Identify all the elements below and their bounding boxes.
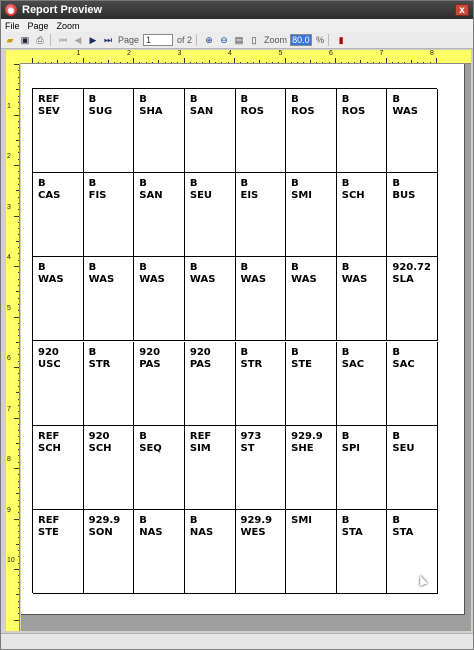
call-number-line: 929.9 — [240, 514, 273, 526]
call-number-line: 920 — [189, 346, 211, 358]
status-bar — [1, 633, 473, 649]
label-cell — [185, 257, 236, 341]
call-number-line: 920.72 — [392, 262, 431, 274]
call-number-line: B — [189, 514, 198, 526]
label-cell — [134, 89, 185, 173]
call-number-line: B — [341, 430, 350, 442]
zoom-in-icon[interactable]: ⊕ — [205, 34, 213, 45]
ruler-tick — [18, 304, 20, 305]
label-cell — [387, 342, 438, 426]
ruler-tick — [18, 234, 20, 235]
toolbar-separator — [50, 34, 51, 46]
call-number-line: B — [139, 262, 147, 274]
ruler-tick — [14, 115, 20, 116]
menu-page[interactable]: Page — [27, 20, 49, 31]
ruler-tick — [14, 418, 20, 419]
label-cell — [185, 342, 236, 426]
call-number-line: B — [291, 346, 299, 358]
menu-bar — [1, 19, 473, 32]
ruler-tick — [16, 443, 20, 444]
ruler-tick — [18, 121, 20, 122]
call-number-line: 920 — [139, 346, 161, 358]
ruler-tick — [16, 291, 20, 292]
ruler-corner — [6, 50, 20, 64]
exit-icon[interactable]: ▮ — [338, 34, 344, 45]
ruler-number: 6 — [329, 50, 333, 57]
author-code-line: WAS — [88, 274, 115, 286]
toolbar-separator — [196, 34, 197, 46]
ruler-tick — [16, 544, 20, 545]
label-cell — [387, 173, 438, 257]
ruler-number: 1 — [7, 102, 11, 110]
label-cell — [84, 89, 135, 173]
ruler-tick — [18, 279, 20, 280]
author-code-line: NAS — [139, 526, 163, 538]
ruler-tick — [18, 171, 20, 172]
ruler-tick — [18, 361, 20, 362]
ruler-tick — [18, 96, 20, 97]
author-code-line: STE — [38, 526, 59, 538]
label-cell — [84, 510, 135, 594]
author-code-line: SAN — [189, 106, 214, 117]
ruler-tick — [18, 133, 20, 134]
label-cell — [286, 173, 337, 257]
first-page-icon[interactable]: ⏮ — [58, 34, 68, 45]
ruler-tick — [18, 159, 20, 160]
author-code-line: WAS — [240, 274, 267, 286]
ruler-tick — [18, 550, 20, 551]
ruler-tick — [18, 209, 20, 210]
label-cell — [337, 89, 388, 173]
ruler-tick — [14, 216, 20, 217]
call-number-line: REF — [189, 430, 212, 442]
label-cell — [236, 510, 287, 594]
label-cell — [185, 89, 236, 173]
ruler-number: 9 — [7, 506, 11, 514]
author-code-line: STA — [341, 526, 363, 538]
ruler-tick — [18, 298, 20, 299]
label-cell — [185, 173, 236, 257]
ruler-tick — [18, 70, 20, 71]
ruler-tick — [18, 474, 20, 475]
call-number-line: B — [240, 262, 249, 274]
ruler-number: 4 — [228, 50, 232, 57]
label-cell — [84, 426, 135, 510]
call-number-line: REF — [38, 514, 60, 526]
author-code-line: SEU — [189, 190, 213, 202]
percent-label: % — [316, 35, 325, 45]
author-code-line: SCH — [38, 442, 61, 454]
label-cell — [134, 510, 185, 594]
author-code-line: STA — [392, 526, 414, 538]
call-number-line: B — [392, 514, 400, 526]
label-cell — [84, 257, 135, 341]
call-number-line: B — [139, 514, 147, 526]
ruler-tick — [18, 108, 20, 109]
label-cell — [286, 426, 337, 510]
ruler-tick — [18, 481, 20, 482]
author-code-line: CAS — [38, 190, 61, 202]
ruler-tick — [18, 184, 20, 185]
author-code-line: FIS — [88, 190, 107, 202]
ruler-number: 7 — [7, 405, 11, 413]
label-cell — [236, 173, 287, 257]
author-code-line: SEV — [38, 106, 60, 117]
ruler-tick — [18, 613, 20, 614]
label-cell — [337, 257, 388, 341]
ruler-tick — [18, 601, 20, 602]
menu-file[interactable]: File — [5, 20, 20, 31]
call-number-line: B — [189, 262, 198, 274]
call-number-line: B — [38, 262, 46, 274]
author-code-line: WAS — [341, 274, 368, 286]
ruler-tick — [18, 405, 20, 406]
preview-viewport[interactable] — [21, 64, 471, 631]
ruler-tick — [16, 241, 20, 242]
author-code-line: STE — [291, 358, 312, 370]
author-code-line: WAS — [392, 106, 418, 117]
ruler-tick — [18, 506, 20, 507]
label-cell — [134, 342, 185, 426]
label-cell — [33, 510, 84, 594]
last-page-icon[interactable]: ⏭ — [103, 34, 113, 45]
label-cell — [134, 426, 185, 510]
author-code-line: STR — [240, 358, 263, 370]
label-cell — [134, 173, 185, 257]
open-folder-icon[interactable]: ▰ — [6, 34, 14, 45]
ruler-tick — [18, 310, 20, 311]
ruler-tick — [14, 64, 20, 65]
call-number-line: B — [139, 178, 147, 190]
author-code-line: SEU — [392, 442, 415, 454]
label-cell — [286, 89, 337, 173]
author-code-line: SMI — [291, 190, 312, 202]
title-bar — [1, 1, 473, 19]
ruler-number: 5 — [7, 304, 11, 312]
ruler-tick — [18, 563, 20, 564]
call-number-line: B — [341, 178, 350, 190]
ruler-tick — [18, 512, 20, 513]
ruler-tick — [18, 335, 20, 336]
call-number-line: B — [392, 94, 400, 105]
call-number-line: B — [139, 430, 147, 442]
author-code-line: BUS — [392, 190, 416, 202]
author-code-line: SEQ — [139, 442, 162, 454]
ruler-tick — [18, 348, 20, 349]
ruler-tick — [14, 620, 20, 621]
report-page — [21, 64, 465, 615]
ruler-number: 1 — [76, 50, 81, 57]
call-number-line: 920 — [38, 346, 59, 358]
ruler-number: 3 — [7, 203, 11, 211]
ruler-number: 2 — [7, 153, 11, 160]
call-number-line: 973 — [240, 430, 262, 442]
ruler-tick — [18, 272, 20, 273]
ruler-tick — [18, 399, 20, 400]
call-number-line: B — [139, 94, 147, 105]
ruler-tick — [18, 127, 20, 128]
ruler-tick — [18, 178, 20, 179]
ruler-tick — [18, 556, 20, 557]
ruler-tick — [16, 392, 20, 393]
ruler-tick — [18, 222, 20, 223]
ruler-tick — [18, 386, 20, 387]
label-cell — [236, 89, 287, 173]
ruler-tick — [18, 487, 20, 488]
ruler-tick — [18, 411, 20, 412]
menu-zoom[interactable]: Zoom — [56, 20, 80, 31]
ruler-tick — [18, 260, 20, 261]
ruler-tick — [18, 83, 20, 84]
author-code-line: ROS — [240, 106, 264, 117]
call-number-line: SMI — [291, 514, 312, 526]
ruler-tick — [18, 525, 20, 526]
label-cell — [134, 257, 185, 341]
label-cell — [236, 342, 287, 426]
vertical-ruler — [6, 64, 20, 631]
call-number-line: REF — [38, 94, 60, 105]
label-cell — [387, 426, 438, 510]
ruler-number: 3 — [177, 50, 182, 57]
previous-page-icon[interactable]: ◀ — [74, 34, 82, 45]
call-number-line: B — [88, 178, 97, 190]
author-code-line: WAS — [291, 274, 317, 286]
author-code-line: PAS — [189, 358, 212, 370]
ruler-tick — [18, 152, 20, 153]
ruler-tick — [18, 607, 20, 608]
ruler-number: 6 — [7, 355, 11, 362]
ruler-tick — [18, 197, 20, 198]
call-number-line: B — [189, 94, 198, 105]
call-number-line: B — [38, 178, 46, 190]
label-cell — [33, 173, 84, 257]
label-cell — [33, 342, 84, 426]
author-code-line: SON — [88, 526, 113, 538]
ruler-tick — [18, 146, 20, 147]
ruler-tick — [14, 165, 20, 166]
ruler-tick — [18, 228, 20, 229]
ruler-tick — [18, 253, 20, 254]
author-code-line: SAC — [341, 358, 365, 370]
label-cell — [387, 257, 438, 341]
label-cell — [337, 426, 388, 510]
ruler-tick — [18, 455, 20, 456]
label-cell — [185, 510, 236, 594]
call-number-line: B — [240, 94, 249, 105]
author-code-line: SCH — [88, 442, 112, 454]
ruler-tick — [14, 468, 20, 469]
app-icon: ◉ — [5, 4, 17, 16]
ruler-tick — [14, 367, 20, 368]
ruler-tick — [16, 140, 20, 141]
zoom-out-icon[interactable]: ⊖ — [220, 34, 228, 45]
ruler-number: 8 — [7, 456, 11, 463]
label-cell — [337, 342, 388, 426]
ruler-tick — [16, 493, 20, 494]
ruler-number: 2 — [127, 50, 131, 57]
ruler-tick — [14, 519, 20, 520]
ruler-tick — [18, 329, 20, 330]
label-cell — [236, 426, 287, 510]
author-code-line: SAC — [392, 358, 415, 370]
call-number-line: B — [341, 94, 350, 105]
page-number-input[interactable]: 1 — [143, 34, 173, 46]
ruler-tick — [16, 594, 20, 595]
call-number-line: 929.9 — [88, 514, 121, 526]
ruler-tick — [18, 102, 20, 103]
call-number-line: B — [88, 262, 97, 274]
call-number-line: 929.9 — [291, 430, 323, 442]
label-cell — [84, 342, 135, 426]
ruler-tick — [18, 588, 20, 589]
close-button[interactable]: x — [455, 4, 469, 16]
ruler-tick — [18, 285, 20, 286]
call-number-line: B — [392, 178, 400, 190]
call-number-line: B — [291, 262, 299, 274]
ruler-tick — [16, 342, 20, 343]
call-number-line: B — [392, 430, 400, 442]
author-code-line: ROS — [341, 106, 366, 117]
author-code-line: SCH — [341, 190, 365, 202]
author-code-line: WAS — [38, 274, 64, 286]
author-code-line: WAS — [139, 274, 165, 286]
window-title: Report Preview — [22, 4, 103, 16]
ruler-tick — [16, 190, 20, 191]
call-number-line: B — [240, 178, 249, 190]
author-code-line: EIS — [240, 190, 259, 202]
ruler-tick — [18, 462, 20, 463]
call-number-line: B — [88, 346, 97, 358]
call-number-line: B — [341, 346, 350, 358]
ruler-tick — [18, 373, 20, 374]
call-number-line: B — [341, 262, 350, 274]
page-count-label: of 2 — [177, 35, 193, 45]
author-code-line: NAS — [189, 526, 214, 538]
toolbar-separator — [328, 34, 329, 46]
ruler-tick — [18, 247, 20, 248]
ruler-tick — [18, 531, 20, 532]
call-number-line: B — [240, 346, 249, 358]
ruler-tick — [14, 317, 20, 318]
label-cell — [387, 510, 438, 594]
label-cell — [337, 510, 388, 594]
call-number-line: B — [291, 178, 299, 190]
ruler-number: 8 — [430, 50, 434, 57]
author-code-line: USC — [38, 358, 61, 370]
ruler-tick — [18, 575, 20, 576]
ruler-tick — [18, 380, 20, 381]
author-code-line: SIM — [189, 442, 211, 454]
author-code-line: STR — [88, 358, 111, 370]
page-width-icon[interactable]: ▤ — [234, 34, 244, 45]
call-number-line: B — [291, 94, 299, 105]
ruler-tick — [18, 537, 20, 538]
label-cell — [33, 426, 84, 510]
ruler-tick — [18, 424, 20, 425]
call-number-line: B — [341, 514, 350, 526]
ruler-tick — [14, 569, 20, 570]
ruler-tick — [18, 436, 20, 437]
ruler-number: 7 — [379, 50, 384, 57]
label-cell — [185, 426, 236, 510]
label-cell — [286, 342, 337, 426]
ruler-tick — [18, 323, 20, 324]
author-code-line: ST — [240, 442, 255, 454]
ruler-tick — [18, 449, 20, 450]
author-code-line: PAS — [139, 358, 161, 370]
call-number-line: B — [189, 178, 198, 190]
call-number-line: REF — [38, 430, 60, 442]
ruler-tick — [18, 354, 20, 355]
author-code-line: SLA — [392, 274, 414, 286]
author-code-line: SUG — [88, 106, 113, 117]
whole-page-icon[interactable]: ▯ — [251, 34, 257, 45]
save-icon[interactable]: ▣ — [20, 34, 30, 45]
ruler-tick — [18, 203, 20, 204]
label-cell — [33, 89, 84, 173]
author-code-line: WAS — [189, 274, 216, 286]
label-grid — [32, 88, 437, 593]
call-number-line: B — [88, 94, 97, 105]
label-cell — [286, 510, 337, 594]
zoom-label: Zoom — [264, 35, 288, 45]
label-cell — [286, 257, 337, 341]
ruler-tick — [18, 430, 20, 431]
page-label: Page — [118, 35, 140, 45]
author-code-line: SAN — [139, 190, 163, 202]
ruler-number: 4 — [7, 254, 11, 261]
next-page-icon[interactable]: ▶ — [89, 34, 97, 45]
print-icon[interactable]: ⎙ — [36, 34, 44, 45]
label-cell — [84, 173, 135, 257]
ruler-tick — [16, 89, 20, 90]
label-cell — [236, 257, 287, 341]
author-code-line: ROS — [291, 106, 315, 117]
author-code-line: WES — [240, 526, 266, 538]
ruler-number: 5 — [278, 50, 283, 57]
call-number-line: B — [392, 346, 400, 358]
ruler-tick — [18, 500, 20, 501]
horizontal-ruler — [20, 50, 471, 64]
call-number-line: 920 — [88, 430, 110, 442]
toolbar — [1, 32, 473, 49]
author-code-line: SHA — [139, 106, 163, 117]
ruler-number: 10 — [7, 557, 15, 564]
ruler-tick — [14, 266, 20, 267]
label-cell — [387, 89, 438, 173]
label-cell — [337, 173, 388, 257]
label-cell — [33, 257, 84, 341]
zoom-input[interactable]: 80.0 — [290, 34, 312, 46]
author-code-line: SPI — [341, 442, 361, 454]
ruler-tick — [18, 582, 20, 583]
ruler-tick — [18, 77, 20, 78]
author-code-line: SHE — [291, 442, 314, 454]
